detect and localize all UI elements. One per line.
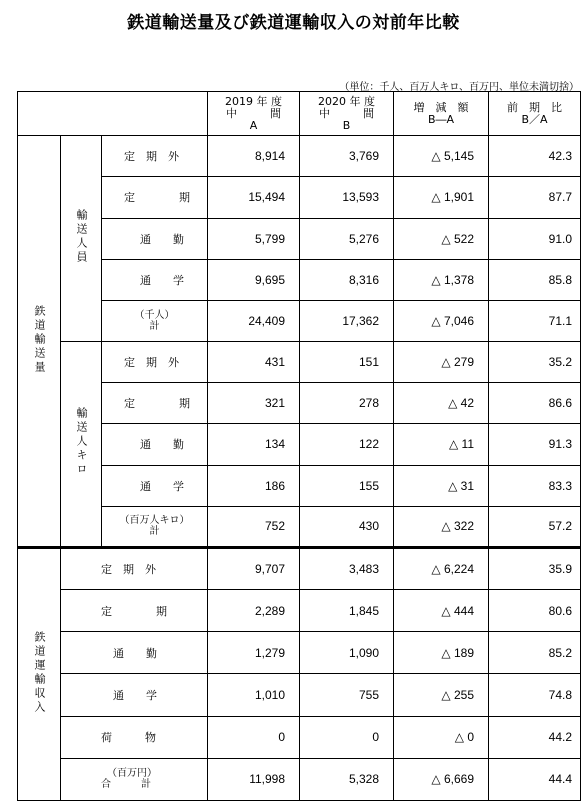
cell-diff: △ 279 bbox=[394, 342, 489, 383]
cell-b: 1,845 bbox=[300, 590, 394, 632]
cell-b: 755 bbox=[300, 674, 394, 716]
header-row bbox=[18, 92, 581, 136]
row-label: 定 期 外 bbox=[102, 136, 208, 177]
cell-ratio: 35.2 bbox=[489, 342, 581, 383]
row-label: 定 期 bbox=[61, 590, 208, 632]
header-diff-formula: B―A bbox=[427, 112, 455, 126]
cell-b: 0 bbox=[300, 716, 394, 758]
row-label: 定 期 外 bbox=[102, 342, 208, 383]
cell-diff: △ 444 bbox=[394, 590, 489, 632]
table-row bbox=[18, 342, 581, 383]
cell-b: 17,362 bbox=[300, 300, 394, 341]
cell-diff: △ 5,145 bbox=[394, 136, 489, 177]
table-row bbox=[18, 547, 581, 589]
row-label: 通 学 bbox=[61, 674, 208, 716]
row-label: 通 勤 bbox=[102, 424, 208, 465]
cell-ratio: 42.3 bbox=[489, 136, 581, 177]
cell-a: 431 bbox=[208, 342, 300, 383]
cell-diff: △ 31 bbox=[394, 465, 489, 506]
unit-label: （百万人キロ） bbox=[119, 515, 190, 527]
header-diff bbox=[394, 92, 489, 136]
cell-diff: △ 11 bbox=[394, 424, 489, 465]
group-revenue-label: 鉄道運輸収入 bbox=[33, 630, 46, 715]
header-2020 bbox=[300, 92, 394, 136]
cell-ratio: 85.8 bbox=[489, 259, 581, 300]
unit-label: （百万円） bbox=[107, 768, 157, 780]
unit-label: （千人） bbox=[134, 309, 175, 321]
cell-a: 1,010 bbox=[208, 674, 300, 716]
cell-diff: △ 1,378 bbox=[394, 259, 489, 300]
table-row bbox=[18, 590, 581, 632]
header-2020-code: B bbox=[342, 118, 351, 132]
cell-a: 9,695 bbox=[208, 259, 300, 300]
row-label bbox=[61, 758, 208, 800]
cell-ratio: 91.0 bbox=[489, 218, 581, 259]
cell-ratio: 44.4 bbox=[489, 758, 581, 800]
table-row bbox=[18, 758, 581, 800]
row-label: 通 勤 bbox=[102, 218, 208, 259]
table-row bbox=[18, 383, 581, 424]
cell-b: 5,328 bbox=[300, 758, 394, 800]
group-volume bbox=[18, 136, 61, 548]
subgroup-passenger-km-label: 輸送人キロ bbox=[75, 407, 88, 478]
cell-ratio: 87.7 bbox=[489, 177, 581, 218]
row-label: 通 学 bbox=[102, 465, 208, 506]
cell-b: 155 bbox=[300, 465, 394, 506]
row-label: 定 期 bbox=[102, 383, 208, 424]
cell-b: 3,483 bbox=[300, 547, 394, 589]
group-volume-label: 鉄道輸送量 bbox=[33, 304, 46, 375]
cell-diff: △ 322 bbox=[394, 506, 489, 547]
table-row bbox=[18, 259, 581, 300]
header-2019 bbox=[208, 92, 300, 136]
header-ratio-formula: B／A bbox=[521, 112, 548, 126]
cell-ratio: 74.8 bbox=[489, 674, 581, 716]
cell-ratio: 80.6 bbox=[489, 590, 581, 632]
header-2019-period: 中 間 bbox=[226, 106, 282, 120]
cell-a: 9,707 bbox=[208, 547, 300, 589]
cell-a: 15,494 bbox=[208, 177, 300, 218]
total-label: 合 計 bbox=[101, 779, 151, 791]
subgroup-passengers bbox=[61, 136, 102, 342]
cell-b: 8,316 bbox=[300, 259, 394, 300]
cell-a: 0 bbox=[208, 716, 300, 758]
cell-a: 8,914 bbox=[208, 136, 300, 177]
cell-a: 134 bbox=[208, 424, 300, 465]
cell-a: 5,799 bbox=[208, 218, 300, 259]
header-2020-year: 2020 年 度 bbox=[318, 94, 376, 108]
cell-b: 151 bbox=[300, 342, 394, 383]
cell-diff: △ 1,901 bbox=[394, 177, 489, 218]
cell-b: 122 bbox=[300, 424, 394, 465]
header-2020-period: 中 間 bbox=[319, 106, 375, 120]
cell-ratio: 44.2 bbox=[489, 716, 581, 758]
row-label: 荷 物 bbox=[61, 716, 208, 758]
cell-a: 1,279 bbox=[208, 632, 300, 674]
subgroup-passenger-km bbox=[61, 342, 102, 548]
row-label: 定 期 外 bbox=[61, 547, 208, 589]
group-revenue bbox=[18, 547, 61, 800]
table-row bbox=[18, 506, 581, 547]
cell-b: 5,276 bbox=[300, 218, 394, 259]
cell-b: 430 bbox=[300, 506, 394, 547]
table-row bbox=[18, 177, 581, 218]
table-row bbox=[18, 218, 581, 259]
cell-diff: △ 522 bbox=[394, 218, 489, 259]
table-row bbox=[18, 674, 581, 716]
cell-a: 186 bbox=[208, 465, 300, 506]
cell-a: 321 bbox=[208, 383, 300, 424]
cell-ratio: 71.1 bbox=[489, 300, 581, 341]
row-label: 通 勤 bbox=[61, 632, 208, 674]
cell-a: 2,289 bbox=[208, 590, 300, 632]
table-row bbox=[18, 716, 581, 758]
total-label: 計 bbox=[149, 526, 160, 538]
cell-ratio: 85.2 bbox=[489, 632, 581, 674]
cell-diff: △ 0 bbox=[394, 716, 489, 758]
header-diff-label: 増 減 額 bbox=[413, 100, 469, 114]
page-title: 鉄道輸送量及び鉄道運輸収入の対前年比較 bbox=[127, 13, 460, 33]
cell-a: 24,409 bbox=[208, 300, 300, 341]
header-ratio bbox=[489, 92, 581, 136]
header-blank bbox=[18, 92, 208, 136]
cell-ratio: 91.3 bbox=[489, 424, 581, 465]
cell-ratio: 86.6 bbox=[489, 383, 581, 424]
cell-a: 11,998 bbox=[208, 758, 300, 800]
cell-diff: △ 189 bbox=[394, 632, 489, 674]
cell-diff: △ 7,046 bbox=[394, 300, 489, 341]
comparison-table bbox=[17, 91, 581, 801]
table-row bbox=[18, 300, 581, 341]
row-label: 定 期 bbox=[102, 177, 208, 218]
row-label: 通 学 bbox=[102, 259, 208, 300]
cell-diff: △ 6,669 bbox=[394, 758, 489, 800]
cell-b: 1,090 bbox=[300, 632, 394, 674]
total-label: 計 bbox=[149, 320, 160, 332]
table-row bbox=[18, 136, 581, 177]
table-row bbox=[18, 465, 581, 506]
cell-diff: △ 42 bbox=[394, 383, 489, 424]
header-2019-code: A bbox=[249, 118, 258, 132]
header-ratio-label: 前 期 比 bbox=[507, 100, 563, 114]
table-row bbox=[18, 632, 581, 674]
cell-ratio: 35.9 bbox=[489, 547, 581, 589]
cell-diff: △ 255 bbox=[394, 674, 489, 716]
cell-diff: △ 6,224 bbox=[394, 547, 489, 589]
header-2019-year: 2019 年 度 bbox=[225, 94, 283, 108]
cell-b: 278 bbox=[300, 383, 394, 424]
cell-ratio: 57.2 bbox=[489, 506, 581, 547]
cell-ratio: 83.3 bbox=[489, 465, 581, 506]
cell-b: 3,769 bbox=[300, 136, 394, 177]
subgroup-passengers-label: 輸送人員 bbox=[75, 209, 88, 266]
cell-b: 13,593 bbox=[300, 177, 394, 218]
cell-a: 752 bbox=[208, 506, 300, 547]
row-label bbox=[102, 506, 208, 547]
unit-note: （単位：千人、百万人キロ、百万円、単位未満切捨） bbox=[339, 82, 579, 93]
table-row bbox=[18, 424, 581, 465]
row-label bbox=[102, 300, 208, 341]
